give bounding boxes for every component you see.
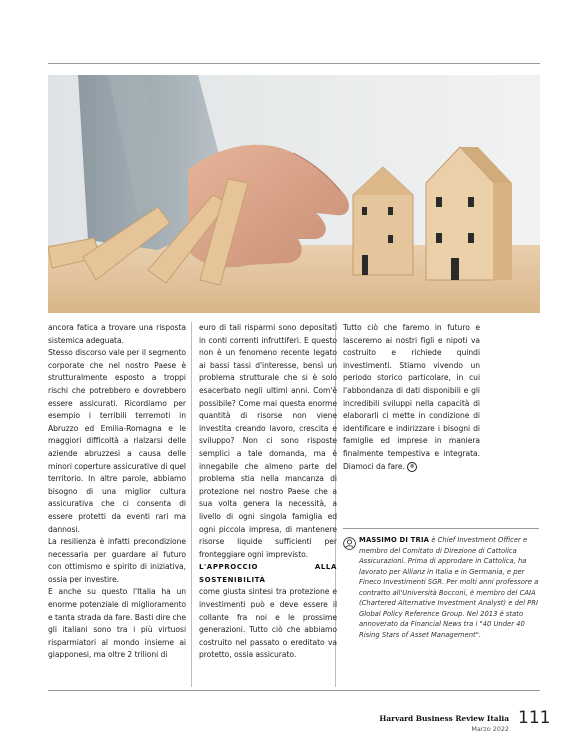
text-column-1 [48,322,186,662]
paragraph: come giusta sintesi tra protezione e investimenti può e deve essere il collante fra noi e le prossime generazioni. Tutto ciò che abbiamo costruito nel passato o ereditato va protetto, ossia assicurato. [199,587,337,660]
author-bio-text [343,535,539,640]
paragraph: E anche su questo l'Italia ha un enorme potenziale di miglioramento e tanta strada da fare. Basti dire che gli italiani sono tra i più virtuosi risparmiatori al mondo insieme ai giapponesi, ma oltre 2 trilioni di [48,587,186,660]
author-avatar-icon [343,537,356,550]
end-mark-icon: ® [407,462,417,472]
dominoes-hand-houses-photo [48,75,540,313]
author-bio [343,528,539,640]
paragraph-text: Tutto ciò che faremo in futuro e lasceremo ai nostri figli e nipoti va costruito e richiede quindi investimenti. Stiamo vivendo un periodo storico particolare, in cui l'abbondanza di dati disponibili e gli incredibili sviluppi nella capacità di elaborarli ci mette in condizione di identificare e indirizzare i bisogni di famiglie ed imprese in maniera finalmente tempestiva e integrata. Diamoci da fare. [343,323,480,471]
paragraph: Stesso discorso vale per il segmento corporate che nel nostro Paese è strutturalmente esposto a troppi rischi che potrebbero e dovrebbero essere assicurati. Ricordiamo per esempio i terribili terremoti in Abruzzo ed Emilia-Romagna e le maggiori difficoltà a rialzarsi delle aziende abruzzesi a causa delle minori coperture assicurative di quel territorio. In altre parole, abbiamo bisogno di una miglior cultura assicurativa che ci consenta di essere protetti da eventi rari ma dannosi. [48,348,186,534]
page-number: 111 [518,708,551,728]
paragraph: euro di tali risparmi sono depositati in conti correnti infruttiferi. E questo non è un fenomeno recente legato ai bassi tassi d'interesse, bensì un problema strutturale che si è solo esacerbato negli ultimi anni. Com'è possibile? Come mai questa enorme quantità di risorse non viene investita creando lavoro, crescita e sviluppo? Non ci sono risposte semplici a tale domanda, ma è innegabile che almeno parte del problema stia nella mancanza di protezione nel nostro Paese che a sua volta genera la necessità, a livello di ogni singola famiglia ed ogni piccola impresa, di mantenere risorse liquide sufficienti per fronteggiare ogni imprevisto. [199,323,337,559]
article-photo [48,75,540,313]
paragraph: ancora fatica a trovare una risposta sistemica adeguata. [48,323,186,345]
text-column-2 [199,322,337,662]
author-description: è Chief Investment Officer e membro del Comitato di Direzione di Cattolica Assicurazioni. Prima di approdare in Cattolica, ha lavorato per Allianz in Italia e in Germania, e per Fineco Investimenti SGR. Per molti anni professore a contratto all'Università Bocconi, è membro del CAIA (Chartered Alternative Investment Analyst) e del PRI Global Policy Reference Group. Nel 2013 è stato annoverato da Financial News tra i "40 Under 40 Rising Stars of Asset Management". [359,536,539,639]
paragraph [343,322,480,473]
section-heading: L'APPROCCIO ALLA SOSTENIBILITÀ [199,563,337,584]
author-name: MASSIMO DI TRIA [359,536,430,544]
column-separator [191,322,192,687]
issue-date: Marzo 2022 [471,725,509,733]
text-column-3 [343,322,480,473]
top-rule [48,63,540,64]
bottom-rule [48,690,540,691]
paragraph: La resilienza è infatti precondizione necessaria per guardare al futuro con ottimismo e spirito di iniziativa, ossia per investire. [48,537,186,584]
journal-name: Harvard Business Review Italia [379,714,509,723]
